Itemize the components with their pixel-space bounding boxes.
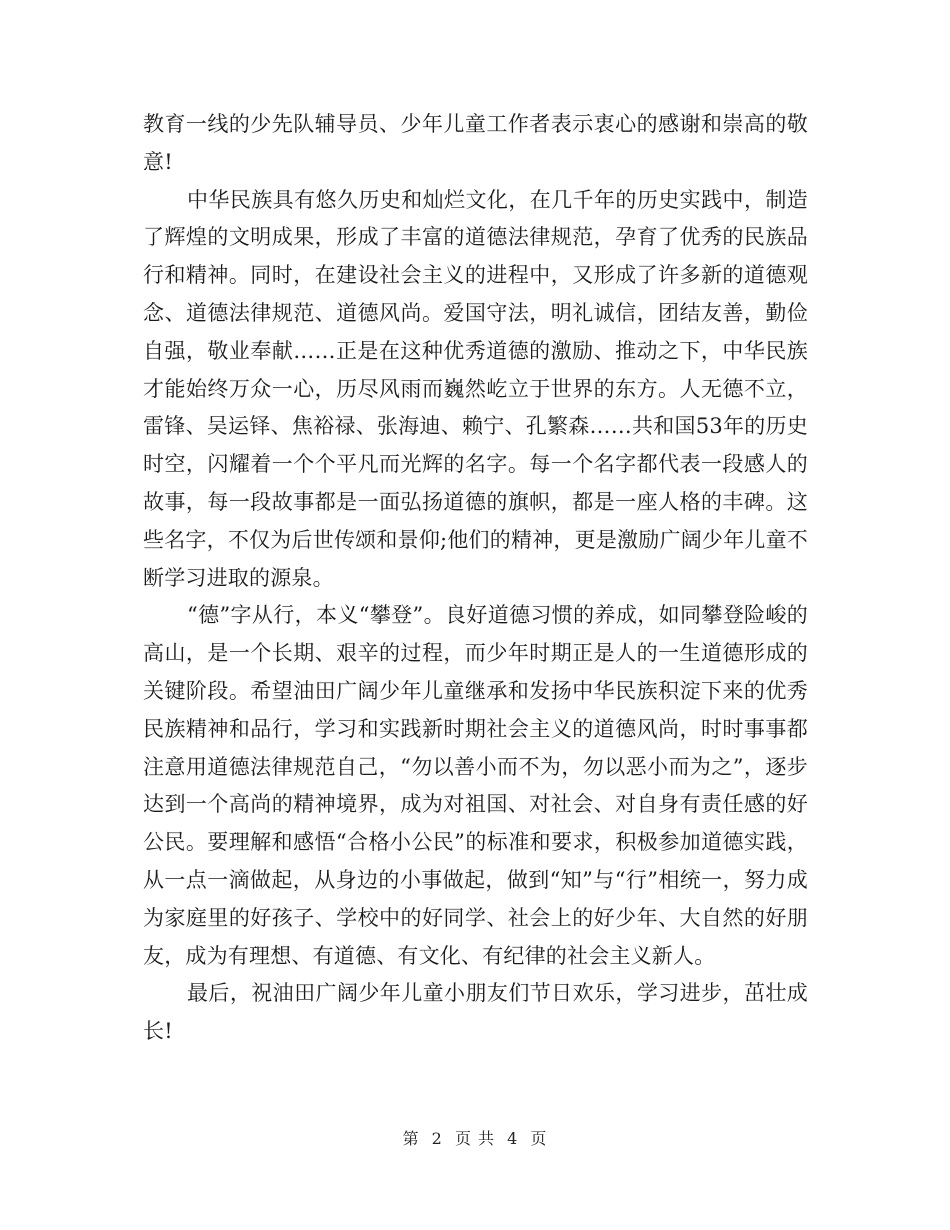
current-page-number: 2 — [431, 1129, 443, 1148]
page-label-suffix: 页 — [530, 1129, 548, 1148]
paragraph-3: “德”字从行，本义“攀登”。良好道德习惯的养成，如同攀登险峻的高山，是一个长期、艰辛的过程，而少年时期正是人的一生道德形成的关键阶段。希望油田广阔少年儿童继承和发扬中华民族积淀下来的优秀民族精神和品行，学习和实践新时期社会主义的道德风尚，时时事事都注意用道德法律规范自己，“勿以善小而不为，勿以恶小而为之”，逐步达到一个高尚的精神境界，成为对祖国、对社会、对自身有责任感的好公民。要理解和感悟“合格小公民”的标准和要求，积极参加道德实践，从一点一滴做起，从身边的小事做起，做到“知”与“行”相统一，努力成为家庭里的好孩子、学校中的好同学、社会上的好少年、大自然的好朋友，成为有理想、有道德、有文化、有纪律的社会主义新人。 — [143, 603, 808, 968]
total-page-count: 4 — [507, 1129, 519, 1148]
page-label-prefix: 第 — [402, 1129, 420, 1148]
document-body — [143, 106, 808, 1051]
paragraph-2: 中华民族具有悠久历史和灿烂文化，在几千年的历史实践中，制造了辉煌的文明成果，形成了丰富的道德法律规范，孕育了优秀的民族品行和精神。同时，在建设社会主义的进程中，又形成了许多新的道德观念、道德法律规范、道德风尚。爱国守法，明礼诚信，团结友善，勤俭自强，敬业奉献……正是在这种优秀道德的激励、推动之下，中华民族才能始终万众一心，历尽风雨而巍然屹立于世界的东方。人无德不立，雷锋、吴运铎、焦裕禄、张海迪、赖宁、孔繁森……共和国53年的历史时空，闪耀着一个个平凡而光辉的名字。每一个名字都代表一段感人的故事，每一段故事都是一面弘扬道德的旗帜，都是一座人格的丰碑。这些名字，不仅为后世传颂和景仰;他们的精神，更是激励广阔少年儿童不断学习进取的源泉。 — [143, 187, 808, 590]
page-label-mid: 页 共 — [454, 1129, 496, 1148]
paragraph-4: 最后，祝油田广阔少年儿童小朋友们节日欢乐，学习进步，茁壮成长! — [143, 981, 808, 1044]
paragraph-1: 教育一线的少先队辅导员、少年儿童工作者表示衷心的感谢和崇高的敬意! — [143, 112, 808, 174]
page-footer — [0, 1126, 950, 1149]
